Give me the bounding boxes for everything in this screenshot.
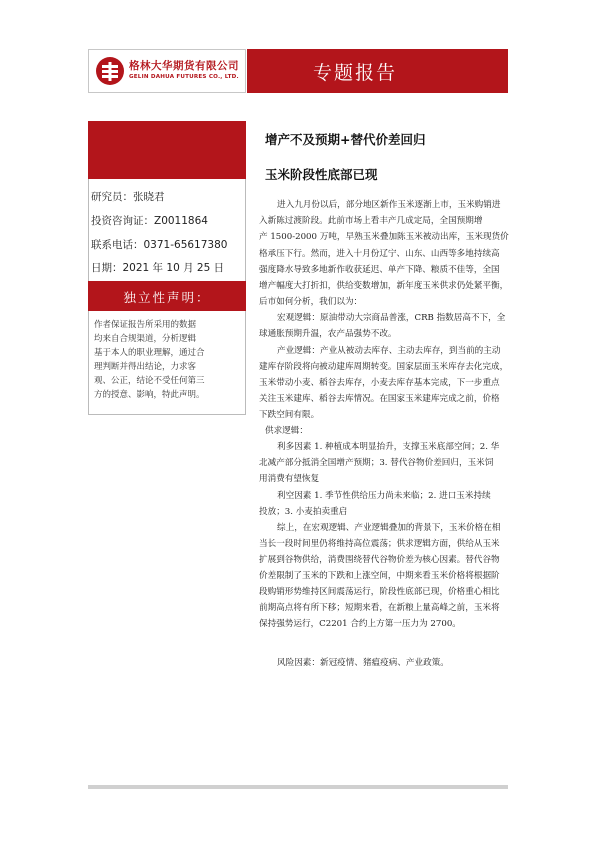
- body-text-line: 入新陈过渡阶段。此前市场上看丰产几成定局，全国预期增: [259, 216, 483, 226]
- body-text-line: 建库存阶段将向被动建库周期转变。国家层面玉米库存去化完成，: [259, 362, 509, 372]
- author-info-panel: [88, 179, 246, 281]
- body-text-line: 进入九月份以后，部分地区新作玉米逐渐上市，玉米购销进: [277, 200, 501, 210]
- body-text-line: 球通胀预期升温，农产品强势不改。: [259, 329, 397, 339]
- body-text-line: 供求逻辑：: [265, 426, 308, 436]
- body-text-line: 增产幅度大打折扣，供给变数增加，新年度玉米供求仍处紧平衡，: [259, 281, 509, 291]
- body-text-line: 投放；3. 小麦拍卖重启: [259, 507, 348, 517]
- body-text-line: 关注玉米建库、稻谷去库情况。在国家玉米建库完成之前，价格: [259, 394, 500, 404]
- declaration-line: 理判断并得出结论，力求客: [94, 362, 197, 372]
- risk-factors-line: 风险因素：新冠疫情、猪瘟疫病、产业政策。: [277, 658, 449, 668]
- report-type-title: 专题报告: [313, 62, 398, 84]
- body-text-line: 当长一段时间里仍将维持高位震荡；供求逻辑方面，供给从玉米: [259, 539, 500, 549]
- body-text-line: 价差限制了玉米的下跌和上涨空间，中期来看玉米价格将根据阶: [259, 571, 500, 581]
- company-name-cn: 格林大华期货有限公司: [129, 60, 239, 72]
- body-text-line: 产业逻辑：产业从被动去库存、主动去库存，到当前的主动: [277, 346, 501, 356]
- company-name-en: GELIN DAHUA FUTURES CO., LTD.: [129, 74, 239, 80]
- report-date: 日期：2021 年 10 月 25 日: [91, 262, 225, 274]
- declaration-line: 均来自合规渠道，分析逻辑: [94, 334, 197, 344]
- researcher-name: 研究员：张晓君: [91, 191, 165, 203]
- body-text-line: 宏观逻辑：原油带动大宗商品普涨，CRB 指数居高不下，全: [277, 313, 506, 323]
- body-text-line: 北减产部分抵消全国增产预期；3. 替代谷物价差回归，玉米饲: [259, 458, 494, 468]
- body-text-line: 前期高点将有所下移；短期来看，在新粮上量高峰之前，玉米将: [259, 603, 500, 613]
- bottom-divider: [88, 785, 508, 789]
- declaration-body: [88, 311, 246, 415]
- body-text-line: 玉米带动小麦、稻谷去库存，小麦去库存基本完成，下一步重点: [259, 378, 500, 388]
- body-text-line: 扩展到谷物供给，消费围绕替代谷物价差为核心因素。替代谷物: [259, 555, 500, 565]
- body-text-line: 用消费有望恢复: [259, 474, 320, 484]
- company-logo-box: [88, 49, 246, 93]
- article-title-line2: 玉米阶段性底部已现: [265, 167, 378, 182]
- declaration-line: 观、公正，结论不受任何第三: [94, 376, 205, 386]
- company-logo-icon: [95, 56, 125, 86]
- license-number: 投资咨询证：Z0011864: [91, 215, 208, 227]
- article-title-line1: 增产不及预期+替代价差回归: [265, 132, 426, 147]
- declaration-title: 独立性声明：: [123, 290, 211, 305]
- body-text-line: 保持强势运行，C2201 合约上方第一压力为 2700。: [259, 619, 461, 629]
- body-text-line: 利多因素 1. 种植成本明显抬升，支撑玉米底部空间；2. 华: [277, 442, 500, 452]
- body-text-line: 强度降水导致多地新作收获延迟、单产下降、粮质不佳等，全国: [259, 265, 500, 275]
- sidebar-top-block: [88, 121, 246, 179]
- body-text-line: 下跌空间有限。: [259, 410, 320, 420]
- body-text-line: 格承压下行。然而，进入十月份辽宁、山东、山西等多地持续高: [259, 249, 500, 259]
- body-text-line: 后市如何分析，我们以为：: [259, 297, 363, 307]
- header-bar: [247, 49, 508, 93]
- declaration-line: 基于本人的职业理解，通过合: [94, 348, 205, 358]
- declaration-line: 作者保证报告所采用的数据: [94, 320, 197, 330]
- declaration-line: 方的授意、影响，特此声明。: [94, 390, 205, 400]
- declaration-header: [88, 281, 246, 311]
- contact-phone: 联系电话：0371-65617380: [91, 239, 228, 251]
- body-text-line: 利空因素 1. 季节性供给压力尚未来临；2. 进口玉米持续: [277, 491, 491, 501]
- body-text-line: 综上，在宏观逻辑、产业逻辑叠加的背景下，玉米价格在相: [277, 523, 501, 533]
- body-text-line: 产 1500-2000 万吨，早熟玉米叠加陈玉米被动出库，玉米现货价: [259, 232, 509, 242]
- body-text-line: 段购销形势维持区间震荡运行，阶段性底部已现，价格重心相比: [259, 587, 500, 597]
